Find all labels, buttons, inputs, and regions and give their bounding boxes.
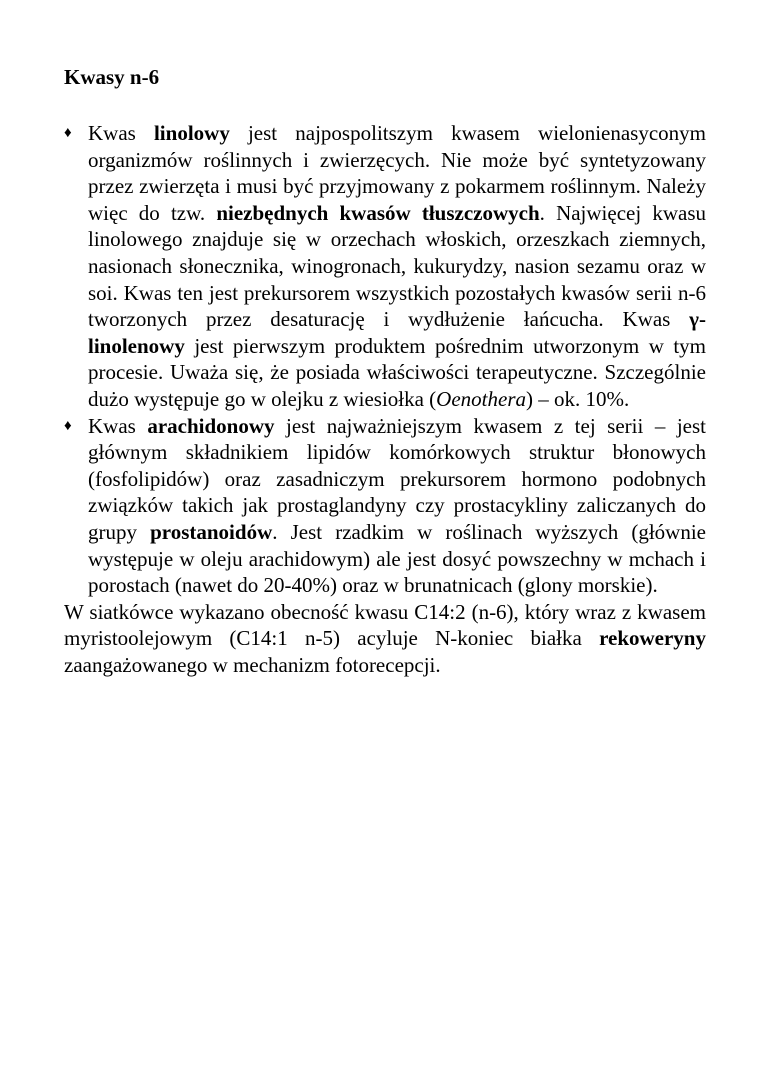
bold-term-arachidonowy: arachidonowy bbox=[147, 413, 275, 438]
bold-term-rekoweryny: rekoweryny bbox=[599, 626, 706, 651]
bold-term-linolowy: linolowy bbox=[153, 121, 230, 145]
text-run: Kwas bbox=[88, 121, 154, 145]
diamond-bullet-icon: ♦ bbox=[64, 125, 72, 141]
closing-paragraph bbox=[64, 599, 706, 679]
list-item-text bbox=[88, 121, 706, 411]
italic-term-oenothera: Oenothera bbox=[436, 386, 526, 411]
text-run: ) – ok. 10%. bbox=[526, 386, 630, 411]
text-run: jest najpospolitszym kwasem wielonienasyconym organizmów roślinnych i zwierzęcych. Nie może być syntetyzowany przez zwierzęta i musi być przyjmowany z pokarmem roślinnym. Należy więc do tzw. bbox=[88, 121, 706, 225]
text-run: jest pierwszym produktem pośrednim utworzonym w tym procesie. Uważa się, że posiada właściwości terapeutyczne. Szczególnie dużo występuje go w olejku z wiesiołka ( bbox=[88, 333, 706, 411]
text-run: . Jest rzadkim w roślinach wyższych (głównie występuje w oleju arachidowym) ale jest dosyć powszechny w mchach i porostach (nawet do 20-40%) oraz w brunatnicach (glony morskie). bbox=[88, 519, 706, 598]
document-page bbox=[64, 62, 706, 678]
bold-term-gamma-linolenowy: γ-linolenowy bbox=[88, 307, 706, 358]
text-run: zaangażowanego w mechanizm fotorecepcji. bbox=[64, 652, 441, 677]
bullet-list bbox=[64, 120, 706, 599]
text-run: jest najważniejszym kwasem z tej serii – jest głównym składnikiem lipidów komórkowych struktur błonowych (fosfolipidów) oraz zasadniczym prekursorem hormono podobnych związków takich jak prostaglandyny czy prostacykliny zaliczanych do grupy bbox=[88, 413, 706, 544]
list-item-linoleic bbox=[64, 120, 706, 413]
list-item-text bbox=[88, 414, 706, 598]
section-heading: Kwasy n-6 bbox=[64, 65, 160, 89]
bold-term-essential-fatty-acids: niezbędnych kwasów tłuszczowych bbox=[216, 200, 540, 225]
diamond-bullet-icon: ♦ bbox=[64, 417, 72, 434]
bold-term-prostanoidow: prostanoidów bbox=[150, 519, 273, 544]
text-run: Kwas bbox=[88, 413, 148, 438]
list-item-arachidonic bbox=[64, 413, 706, 599]
text-run: . Najwięcej kwasu linolowego znajduje się w orzechach włoskich, orzeszkach ziemnych, nasionach słonecznika, winogronach, kukurydzy, nasion sezamu oraz w soi. Kwas ten jest prekursorem wszystkich pozostałych kwasów serii n-6 tworzonych przez desaturację i wydłużenie łańcucha. Kwas bbox=[88, 200, 706, 332]
text-run: W siatkówce wykazano obecność kwasu C14:2 (n-6), który wraz z kwasem myristoolejowym (C14:1 n-5) acyluje N-koniec białka bbox=[64, 599, 706, 651]
